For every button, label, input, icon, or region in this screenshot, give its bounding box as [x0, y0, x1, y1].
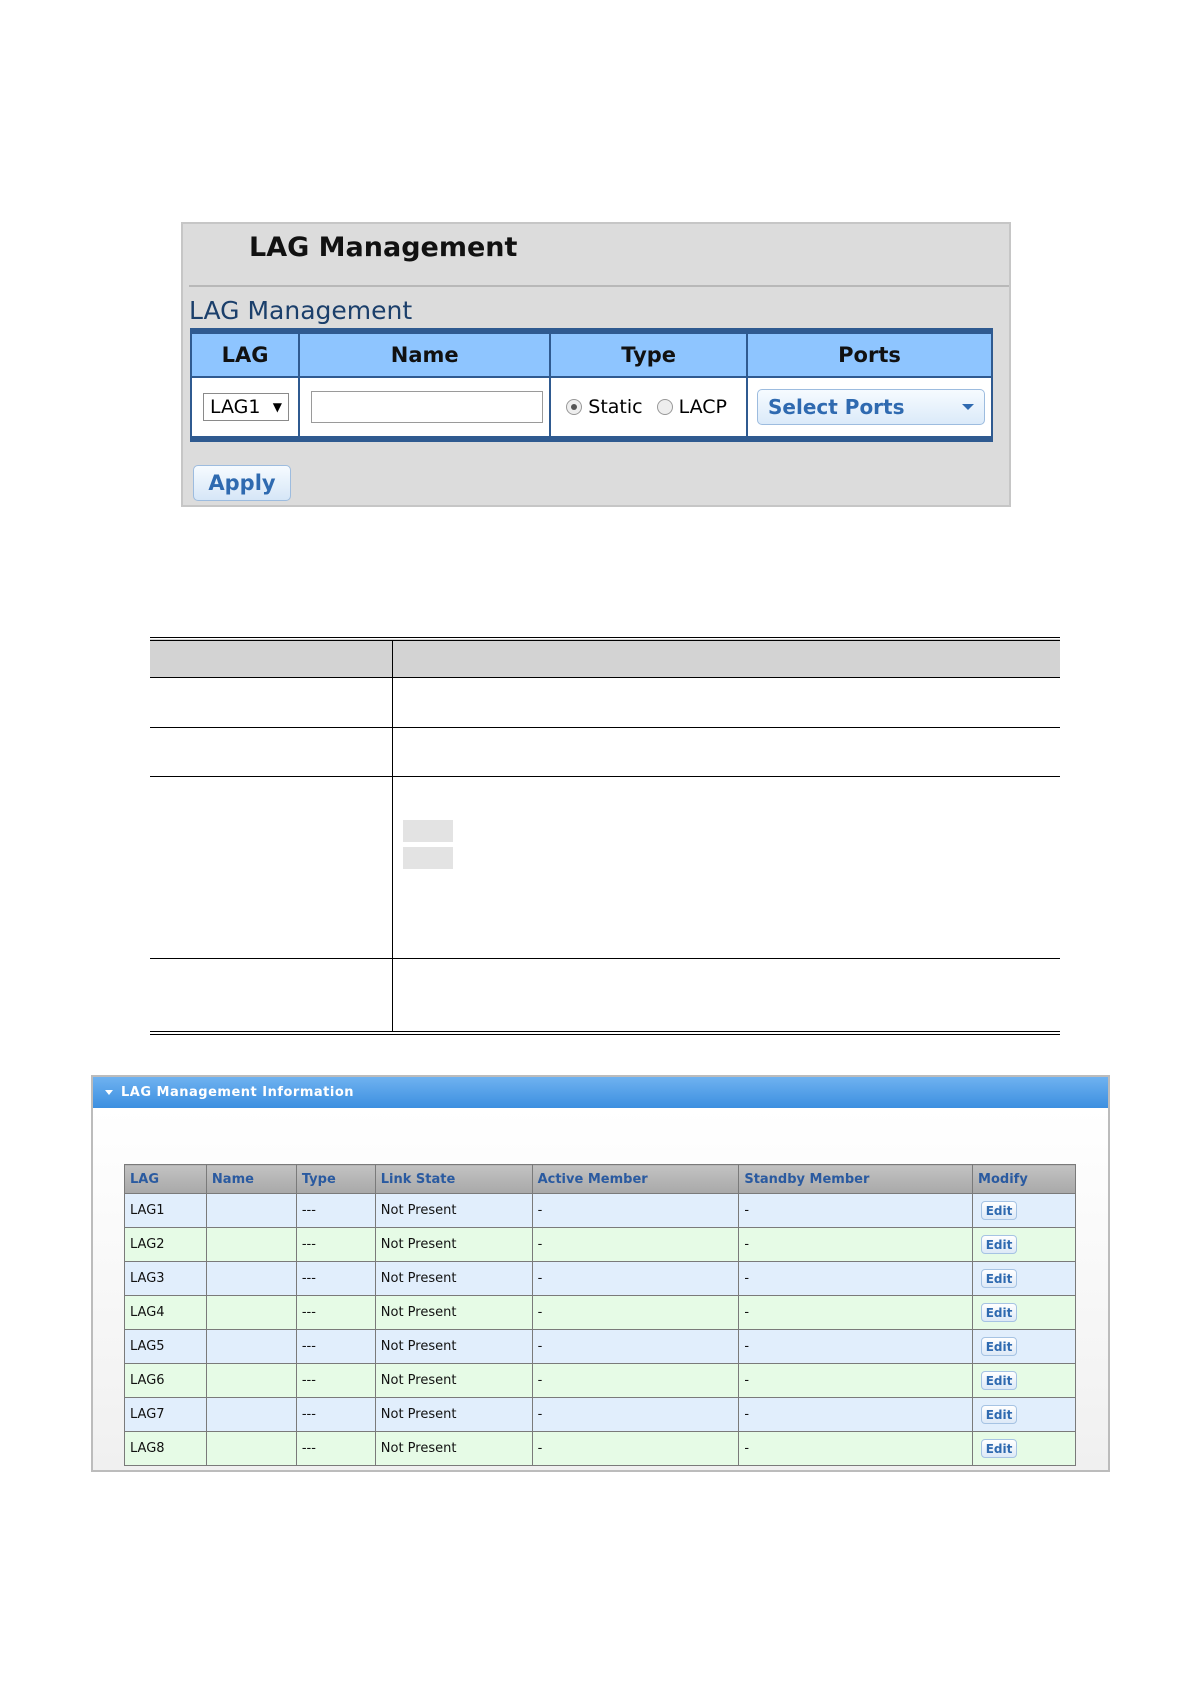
- cell-link-state: Not Present: [375, 1398, 532, 1432]
- cell-type: ---: [296, 1296, 375, 1330]
- lag-select-value: LAG1: [210, 396, 261, 418]
- cell-lag: LAG7: [125, 1398, 207, 1432]
- column-header-link-state: Link State: [375, 1165, 532, 1194]
- type-lacp-label: LACP: [678, 396, 728, 418]
- cell-lag: LAG2: [125, 1228, 207, 1262]
- lag-info-panel-body: [93, 1108, 1108, 1470]
- edit-button[interactable]: Edit: [981, 1439, 1017, 1458]
- cell-lag: LAG8: [125, 1432, 207, 1466]
- description-header-cell: [150, 639, 393, 678]
- collapse-icon[interactable]: [105, 1090, 113, 1095]
- cell-standby-member: -: [739, 1364, 973, 1398]
- page-title: LAG Management: [249, 232, 518, 263]
- cell-standby-member: -: [739, 1296, 973, 1330]
- description-cell: [393, 777, 1061, 959]
- edit-button[interactable]: Edit: [981, 1371, 1017, 1390]
- edit-button[interactable]: Edit: [981, 1235, 1017, 1254]
- cell-active-member: -: [532, 1330, 739, 1364]
- type-radio-group: [552, 396, 745, 418]
- cell-modify: [973, 1364, 1076, 1398]
- cell-link-state: Not Present: [375, 1364, 532, 1398]
- cell-name: [206, 1364, 296, 1398]
- lag-info-table: [124, 1164, 1076, 1466]
- cell-active-member: -: [532, 1296, 739, 1330]
- cell-modify: [973, 1262, 1076, 1296]
- cell-name: [206, 1398, 296, 1432]
- table-row: [125, 1330, 1076, 1364]
- cell-link-state: Not Present: [375, 1330, 532, 1364]
- cell-standby-member: -: [739, 1330, 973, 1364]
- table-row: [125, 1364, 1076, 1398]
- cell-active-member: -: [532, 1364, 739, 1398]
- cell-lag: LAG3: [125, 1262, 207, 1296]
- cell-lag: LAG6: [125, 1364, 207, 1398]
- cell-link-state: Not Present: [375, 1228, 532, 1262]
- cell-lag: LAG1: [125, 1194, 207, 1228]
- cell-type: ---: [296, 1364, 375, 1398]
- description-header-cell: [393, 639, 1061, 678]
- cell-lag: LAG4: [125, 1296, 207, 1330]
- cell-name: [206, 1262, 296, 1296]
- cell-standby-member: -: [739, 1262, 973, 1296]
- cell-modify: [973, 1296, 1076, 1330]
- cell-type: ---: [296, 1330, 375, 1364]
- cell-modify: [973, 1194, 1076, 1228]
- chevron-down-icon: [962, 404, 974, 410]
- lag-name-input[interactable]: [311, 391, 543, 423]
- lag-management-panel: [181, 222, 1011, 507]
- cell-active-member: -: [532, 1194, 739, 1228]
- lag-info-panel-header[interactable]: [93, 1077, 1108, 1108]
- cell-standby-member: -: [739, 1194, 973, 1228]
- cell-active-member: -: [532, 1228, 739, 1262]
- description-cell: [150, 777, 393, 959]
- description-cell: [150, 728, 393, 777]
- cell-standby-member: -: [739, 1398, 973, 1432]
- cell-standby-member: -: [739, 1228, 973, 1262]
- cell-name: [206, 1330, 296, 1364]
- cell-name: [206, 1228, 296, 1262]
- cell-standby-member: -: [739, 1432, 973, 1466]
- gray-option-chip: [403, 820, 453, 842]
- table-row: [125, 1194, 1076, 1228]
- dropdown-arrow-icon: ▼: [272, 400, 282, 414]
- cell-active-member: -: [532, 1398, 739, 1432]
- lag-select[interactable]: [203, 393, 289, 421]
- column-header-ports: Ports: [747, 331, 992, 377]
- cell-type: ---: [296, 1262, 375, 1296]
- cell-type: ---: [296, 1228, 375, 1262]
- apply-button[interactable]: Apply: [193, 465, 291, 501]
- column-header-lag: LAG: [125, 1165, 207, 1194]
- cell-modify: [973, 1228, 1076, 1262]
- cell-type: ---: [296, 1398, 375, 1432]
- table-row: [125, 1398, 1076, 1432]
- edit-button[interactable]: Edit: [981, 1201, 1017, 1220]
- type-static-label: Static: [588, 396, 643, 418]
- cell-modify: [973, 1432, 1076, 1466]
- description-cell: [393, 678, 1061, 728]
- select-ports-label: Select Ports: [768, 395, 905, 419]
- cell-link-state: Not Present: [375, 1262, 532, 1296]
- lag-info-panel-title: LAG Management Information: [121, 1085, 355, 1100]
- select-ports-dropdown[interactable]: [757, 389, 985, 425]
- cell-type: ---: [296, 1194, 375, 1228]
- cell-active-member: -: [532, 1432, 739, 1466]
- description-table: [150, 637, 1060, 1035]
- cell-name: [206, 1432, 296, 1466]
- table-row: [125, 1296, 1076, 1330]
- column-header-type: Type: [550, 331, 747, 377]
- title-divider: [189, 285, 1009, 287]
- edit-button[interactable]: Edit: [981, 1405, 1017, 1424]
- table-row: [125, 1432, 1076, 1466]
- column-header-type: Type: [296, 1165, 375, 1194]
- edit-button[interactable]: Edit: [981, 1337, 1017, 1356]
- column-header-lag: LAG: [191, 331, 299, 377]
- cell-type: ---: [296, 1432, 375, 1466]
- lag-info-table-body: [125, 1194, 1076, 1466]
- cell-name: [206, 1296, 296, 1330]
- cell-link-state: Not Present: [375, 1194, 532, 1228]
- table-row: [125, 1228, 1076, 1262]
- description-cell: [393, 959, 1061, 1033]
- gray-option-chip: [403, 847, 453, 869]
- cell-name: [206, 1194, 296, 1228]
- description-cell: [150, 678, 393, 728]
- column-header-name: Name: [299, 331, 550, 377]
- description-cell: [393, 728, 1061, 777]
- cell-lag: LAG5: [125, 1330, 207, 1364]
- type-lacp-radio[interactable]: [657, 399, 673, 415]
- cell-link-state: Not Present: [375, 1296, 532, 1330]
- section-title: LAG Management: [189, 296, 413, 325]
- cell-modify: [973, 1398, 1076, 1432]
- column-header-modify: Modify: [973, 1165, 1076, 1194]
- lag-config-table: [190, 328, 993, 442]
- column-header-name: Name: [206, 1165, 296, 1194]
- edit-button[interactable]: Edit: [981, 1303, 1017, 1322]
- type-static-radio[interactable]: [566, 399, 582, 415]
- description-cell: [150, 959, 393, 1033]
- cell-active-member: -: [532, 1262, 739, 1296]
- table-row: [125, 1262, 1076, 1296]
- edit-button[interactable]: Edit: [981, 1269, 1017, 1288]
- column-header-standby-member: Standby Member: [739, 1165, 973, 1194]
- cell-link-state: Not Present: [375, 1432, 532, 1466]
- cell-modify: [973, 1330, 1076, 1364]
- lag-info-panel: [91, 1075, 1110, 1472]
- column-header-active-member: Active Member: [532, 1165, 739, 1194]
